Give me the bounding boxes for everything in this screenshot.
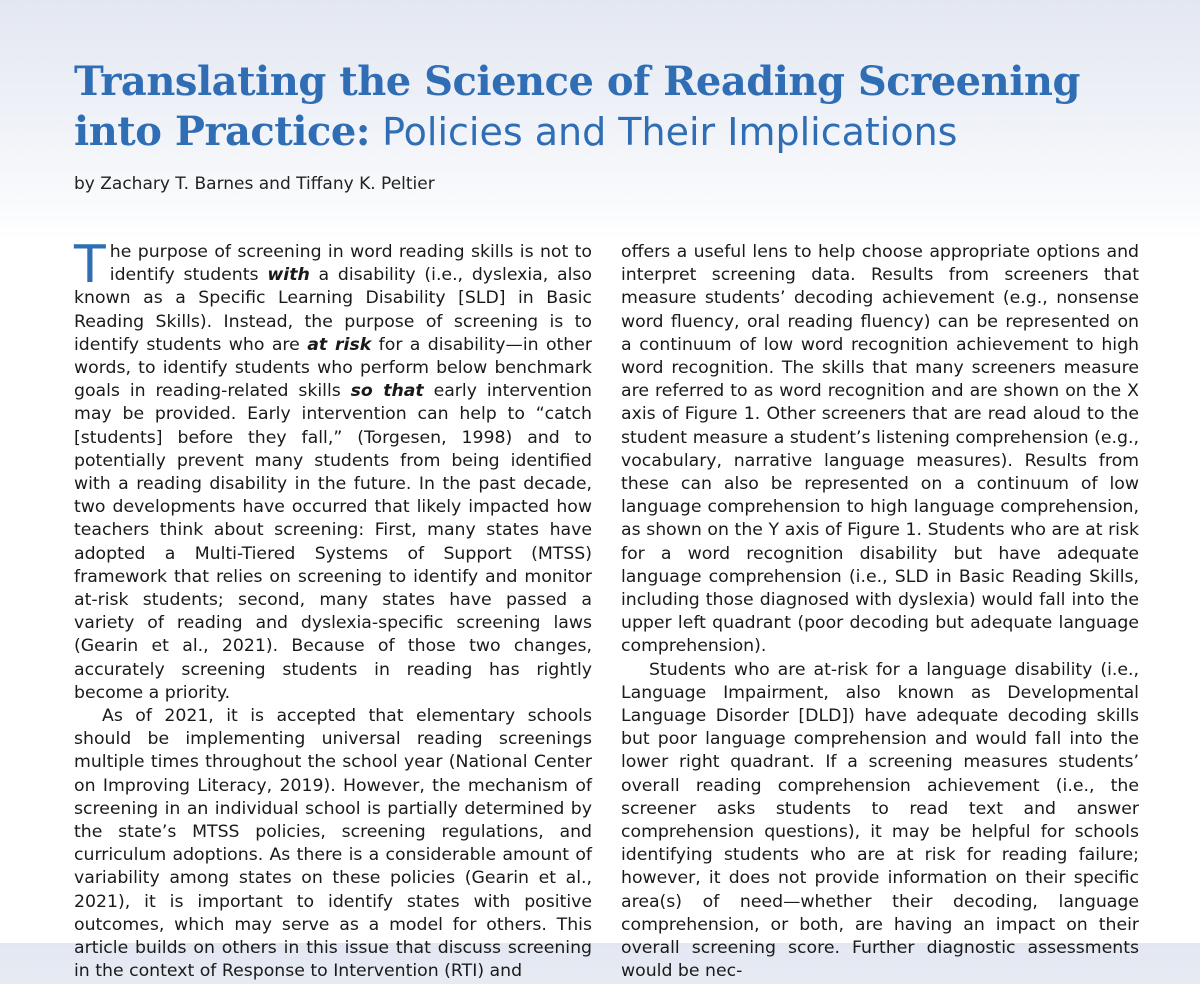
- text-segment: a disability (i.e., dyslexia, also known as a Specific Learning Disability [SLD] in Basic Reading Skills). Instead, the purpose of screening is to identify students who are: [74, 265, 592, 355]
- paragraph-2: As of 2021, it is accepted that elementary schools should be implementing universal reading screenings multiple times throughout the school year (National Center on Improving Literacy, 2019). However, the mechanism of screening in an individual school is partially determined by the state’s MTSS policies, screening regulations, and curriculum adoptions. As there is a considerable amount of variability among states on these policies (Gearin et al., 2021), it is important to identify states with positive outcomes, which may serve as a model for others. This article builds on others in this issue that discuss screening in the context of Response to Intervention (RTI) and: [74, 706, 592, 982]
- paragraph-1: [74, 235, 593, 705]
- right-column: [621, 241, 1139, 984]
- text-segment: he purpose of screening in word reading skills is not to identify students: [109, 242, 592, 286]
- left-column: [74, 235, 593, 984]
- emphasis-so-that: so that: [350, 381, 424, 402]
- article-title-light: Policies and Their Implications: [370, 110, 958, 154]
- paragraph-4: Students who are at-risk for a language disability (i.e., Language Impairment, also known as Developmental Language Disorder [DLD]) have adequate decoding skills but poor language comprehension and would fall into the lower right quadrant. If a screening measures students’ overall reading comprehension achievement (i.e., the screener asks students to read text and answer comprehension questions), it may be helpful for schools identifying students who are at risk for reading failure; however, it does not provide information on their specific area(s) of need—whether their decoding, language comprehension, or both, are having an impact on their overall screening score. Further diagnostic assessments would be nec-: [621, 659, 1139, 982]
- article-title: [74, 58, 1174, 158]
- byline: by Zachary T. Barnes and Tiffany K. Peltier: [74, 174, 435, 194]
- text-segment: for a disability—in other words, to identify students who perform below benchmark goals in reading-related skills: [74, 334, 593, 402]
- paragraph-3: offers a useful lens to help choose appropriate options and interpret screening data. Results from screeners that measure students’ decoding achievement (e.g., nonsense word fluency, oral reading fluency) can be represented on a continuum of low word recognition achievement to high word recognition. The skills that many screeners measure are referred to as word recognition and are shown on the X axis of Figure 1. Other screeners that are read aloud to the student measure a student’s listening comprehension (e.g., vocabulary, narrative language measures). Results from these can also be represented on a continuum of low language comprehension to high language comprehension, as shown on the Y axis of Figure 1. Students who are at risk for a word recognition disability but have adequate language comprehension (i.e., SLD in Basic Reading Skills, including those diagnosed with dyslexia) would fall into the upper left quadrant (poor decoding but adequate language comprehension).: [621, 242, 1139, 657]
- drop-cap: T: [74, 235, 106, 295]
- emphasis-with: with: [267, 265, 310, 286]
- text-segment: early intervention may be provided. Early intervention can help to “catch [students] before they fall,” (Torgesen, 1998) and to potentially prevent many students from being identified with a reading disability in the future. In the past decade, two developments have occurred that likely impacted how teachers think about screening: First, many states have adopted a Multi-Tiered Systems of Support (MTSS) framework that relies on screening to identify and monitor at-risk students; second, many states have passed a variety of reading and dyslexia-specific screening laws (Gearin et al., 2021). Because of those two changes, accurately screening students in reading has rightly become a priority.: [74, 381, 592, 703]
- emphasis-at-risk: at risk: [307, 334, 372, 355]
- article-title-bold: Translating the Science of Reading Screening into Practice:: [74, 58, 1080, 155]
